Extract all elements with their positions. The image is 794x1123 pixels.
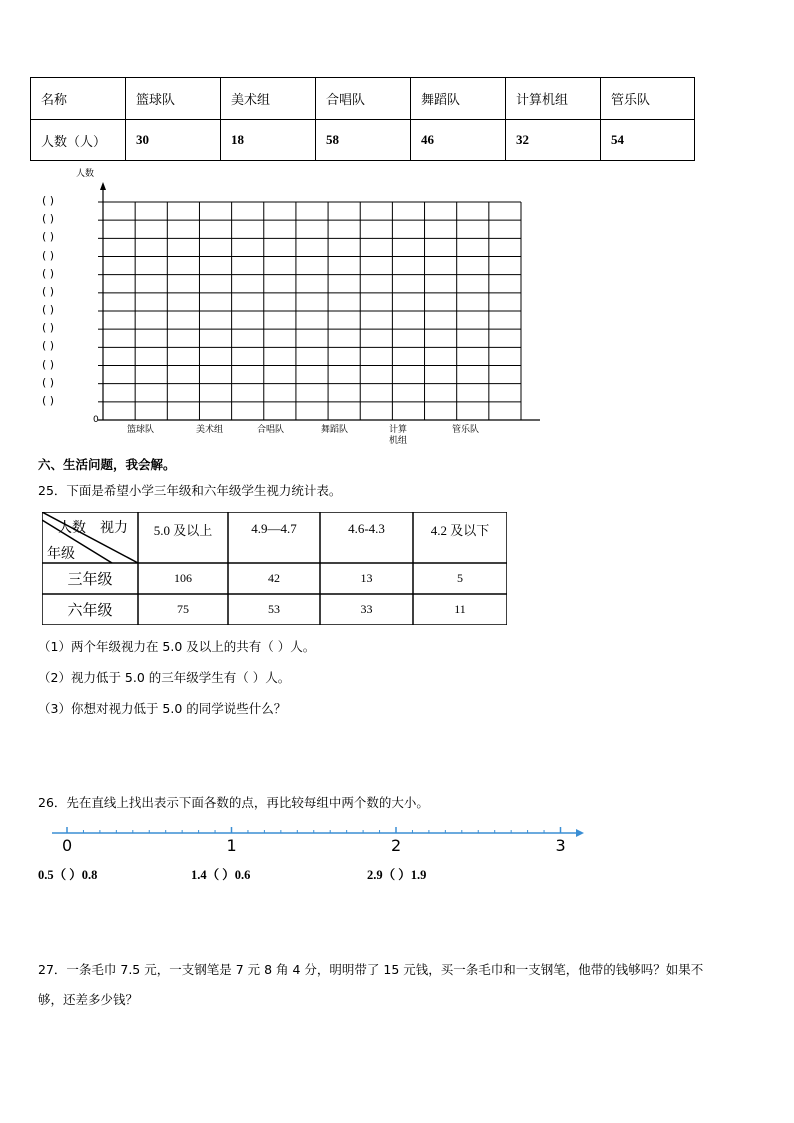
- y-value-placeholder: ( ): [42, 357, 55, 371]
- vision-header: 4.9—4.7: [251, 521, 297, 536]
- bar-chart-grid: [0, 160, 794, 455]
- x-category-label: 计算 机组: [389, 425, 408, 446]
- vision-value: 5: [457, 571, 463, 585]
- number-line: [0, 820, 794, 860]
- club-table-grid: [30, 77, 695, 161]
- y-value-placeholder: ( ): [42, 375, 55, 389]
- number-line-arrow: [576, 829, 584, 837]
- y-value-placeholder: ( ): [42, 194, 55, 207]
- header-cell: 名称: [30, 77, 125, 119]
- q27-line2: 够，还差多少钱？: [38, 992, 139, 1007]
- q25-sub3: （3）你想对视力低于 5.0 的同学说些什么？: [38, 701, 287, 716]
- vision-header: 4.2 及以下: [430, 522, 490, 538]
- corner-top-label: 人数: [58, 521, 86, 536]
- y-value-placeholder: ( ): [42, 393, 55, 407]
- y-axis-label: 人数: [76, 169, 95, 179]
- corner-top2-label: 视力: [100, 521, 128, 536]
- tick-label: 0: [62, 836, 73, 855]
- y-value-placeholder: ( ): [42, 303, 55, 316]
- header-cell: 计算机组: [505, 77, 600, 119]
- y-value-placeholder: ( ): [42, 248, 55, 262]
- q25-text: 25．下面是希望小学三年级和六年级学生视力统计表。: [38, 483, 342, 498]
- tick-label: 1: [226, 836, 237, 855]
- header-cell: 美术组: [220, 77, 315, 119]
- grade-label: 三年级: [67, 572, 113, 588]
- header-cell: 篮球队: [125, 77, 220, 119]
- section-title: 六、生活问题，我会解。: [38, 457, 176, 472]
- vision-value: 11: [454, 602, 466, 616]
- compare-3: 2.9（ ）1.9: [367, 868, 427, 882]
- x-category-label: 舞蹈队: [321, 425, 349, 435]
- corner-bottom-label: 年级: [47, 547, 75, 562]
- y-value-placeholder: ( ): [42, 230, 55, 244]
- value-cell: 18: [220, 119, 315, 161]
- q27-line1: 27．一条毛巾 7.5 元，一支钢笔是 7 元 8 角 4 分，明明带了 15 元钱，买一条毛巾和一支钢笔，他带的钱够吗？如果不: [38, 962, 704, 977]
- vision-header: 4.6-4.3: [348, 521, 385, 536]
- y-value-placeholder: ( ): [42, 266, 55, 280]
- compare-2: 1.4（ ）0.6: [191, 868, 251, 882]
- x-category-label: 美术组: [196, 425, 224, 435]
- q26-text: 26．先在直线上找出表示下面各数的点，再比较每组中两个数的大小。: [38, 795, 429, 810]
- x-category-label: 篮球队: [127, 425, 155, 435]
- vision-table: [42, 512, 507, 625]
- value-cell: 30: [125, 119, 220, 161]
- value-cell: 人数（人）: [30, 119, 125, 161]
- x-category-label: 管乐队: [452, 425, 480, 435]
- y-value-placeholder: ( ): [42, 212, 55, 226]
- tick-label: 2: [391, 836, 402, 855]
- vision-value: 106: [174, 571, 192, 585]
- value-cell: 46: [410, 119, 505, 161]
- q25-sub2: （2）视力低于 5.0 的三年级学生有（ ）人。: [38, 670, 291, 685]
- x-category-label: 合唱队: [257, 425, 285, 435]
- grade-label: 六年级: [67, 603, 113, 619]
- vision-value: 53: [268, 602, 280, 616]
- club-table: [30, 77, 695, 161]
- header-cell: 管乐队: [600, 77, 695, 119]
- chart-svg: [0, 160, 794, 455]
- compare-1: 0.5（ ）0.8: [38, 868, 98, 882]
- header-cell: 合唱队: [315, 77, 410, 119]
- vision-value: 42: [268, 571, 280, 585]
- tick-label: 3: [555, 836, 566, 855]
- vision-header: 5.0 及以上: [153, 522, 213, 538]
- y-value-placeholder: ( ): [42, 339, 55, 353]
- q25-sub1: （1）两个年级视力在 5.0 及以上的共有（ ）人。: [38, 639, 316, 654]
- vision-value: 13: [360, 571, 373, 585]
- vision-value: 75: [177, 602, 189, 616]
- header-cell: 舞蹈队: [410, 77, 505, 119]
- y-value-placeholder: ( ): [42, 284, 55, 298]
- value-cell: 58: [315, 119, 410, 161]
- origin-label: 0: [93, 415, 99, 425]
- value-cell: 32: [505, 119, 600, 161]
- value-cell: 54: [600, 119, 695, 161]
- y-value-placeholder: ( ): [42, 321, 55, 335]
- y-axis-arrow: [100, 182, 106, 190]
- vision-value: 33: [360, 602, 373, 616]
